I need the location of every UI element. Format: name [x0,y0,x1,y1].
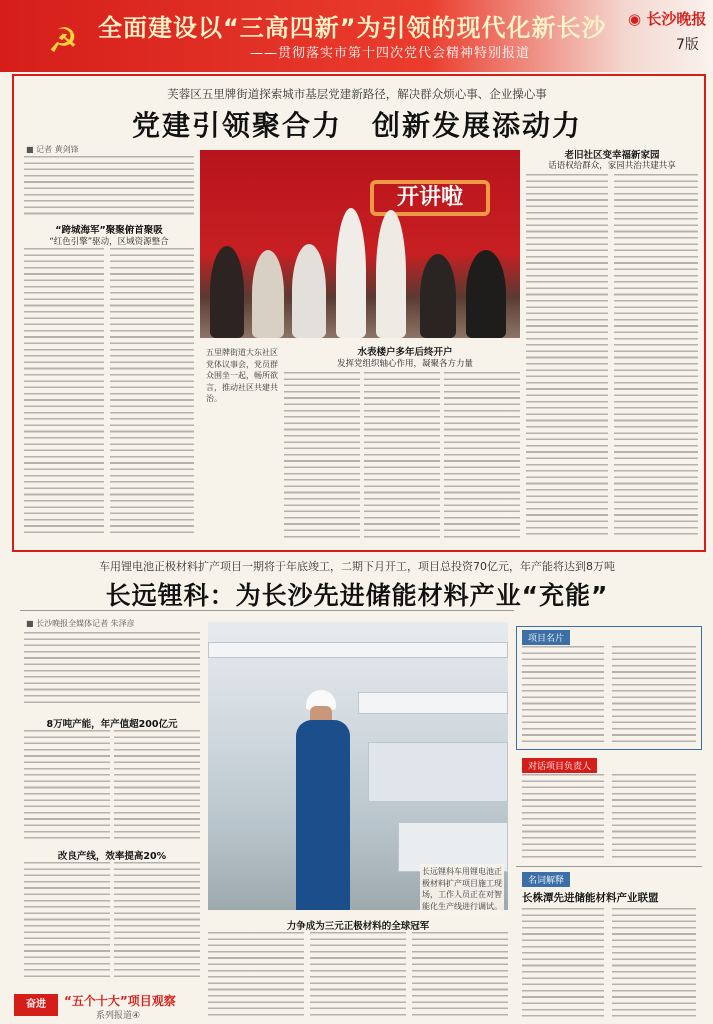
story1-column-2 [110,248,194,538]
photo-person [420,254,456,338]
photo-pipe [358,692,508,714]
story2-photo-caption: 长远锂科车用锂电池正极材料扩产项目施工现场，工作人员正在对智能化生产线进行调试。 [420,864,504,914]
story2-column-3 [24,862,110,980]
story2-subhead-b: 改良产线，效率提高20% [57,851,167,862]
story2-subhead-c: 力争成为三元正极材料的全球冠军 [286,921,430,932]
story1-photo-caption: 五里牌街道大东社区党体议事会，党员群众围坐一起，畅所欲言，推动社区共建共治。 [206,348,278,403]
series-badge: 奋进 [14,994,58,1016]
story1-column-6 [526,174,608,538]
story2-lead-text [24,632,200,704]
party-emblem-icon: ☭ [47,21,79,61]
term-column-2 [612,908,696,1018]
photo-person [252,250,284,338]
page-number: 7版 [676,37,699,53]
story1-column-1 [24,248,104,538]
story1-subhead-c2: 发挥党组织轴心作用，凝聚各方力量 [336,359,473,369]
story2-subhead-a: 8万吨产能，年产值超200亿元 [46,719,178,730]
term-tag: 名词解释 [522,872,570,887]
story2-column-2 [114,730,200,840]
series-subtitle: 系列报道④ [96,1011,141,1021]
interview-tag: 对话项目负责人 [522,758,597,773]
story1-lead-text [24,156,194,216]
story2-title: 长远锂科：为长沙先进储能材料产业“充能” [105,581,609,610]
banner-subhead: ——贯彻落实市第十四次党代会精神特别报道 [250,46,531,61]
story2-column-4 [114,862,200,980]
series-footer [14,988,214,1020]
logo-text: 长沙晚报 [646,10,707,28]
worker-body [296,720,350,910]
newspaper-logo: ◉ 长沙晚报 [628,10,707,28]
story1-subhead-b2: 话语权给群众，家园共治共建共享 [548,161,676,171]
story2-divider [20,610,514,611]
photo-person [466,250,506,338]
story2-column-6 [310,932,406,1018]
story1-column-5 [444,372,520,538]
story1-title: 党建引领聚合力 创新发展添动力 [131,109,582,142]
project-card-tag: 项目名片 [522,630,570,645]
photo-person [376,210,406,338]
story1-subhead-b1: 老旧社区变幸福新家园 [564,150,660,161]
series-title: “五个十大”项目观察 [64,994,176,1008]
project-card-column-2 [612,646,696,744]
photo-pipe [208,642,508,658]
project-card-column-1 [522,646,604,744]
story1-photo [200,150,520,338]
interview-column-2 [612,774,696,862]
story2-column-1 [24,730,110,840]
photo-machine [368,742,508,802]
story2-column-7 [412,932,508,1018]
sidebar-divider [516,866,702,867]
story2-column-5 [208,932,304,1018]
story1-column-7 [614,174,698,538]
term-column-1 [522,908,604,1018]
masthead-banner [0,0,713,72]
story2-byline: ■ 长沙晚报全媒体记者 朱泽彦 [26,619,135,628]
story2-kicker: 车用锂电池正极材料扩产项目一期将于年底竣工，二期下月开工，项目总投资70亿元，年产能将达到8万吨 [99,560,615,573]
story1-subhead-a2: “红色引擎”驱动，区域资源整合 [49,237,169,247]
story1-column-4 [364,372,440,538]
story1-subhead-c1: 水表楼户多年后终开户 [357,347,453,358]
photo-person [210,246,244,338]
story1-column-3 [284,372,360,538]
interview-column-1 [522,774,604,862]
photo-person [336,208,366,338]
story1-subhead-a1: “跨城海军”聚聚俯首聚吸 [55,225,163,236]
story1-kicker: 芙蓉区五里牌街道探索城市基层党建新路径，解决群众烦心事、企业操心事 [167,87,547,101]
term-title: 长株潭先进储能材料产业联盟 [522,892,659,904]
story1-byline: ■ 记者 黄剑锋 [26,145,79,154]
photo-person [292,244,326,338]
banner-headline: 全面建设以“三高四新”为引领的现代化新长沙 [98,14,607,42]
photo-sign: 开讲啦 [370,180,490,216]
